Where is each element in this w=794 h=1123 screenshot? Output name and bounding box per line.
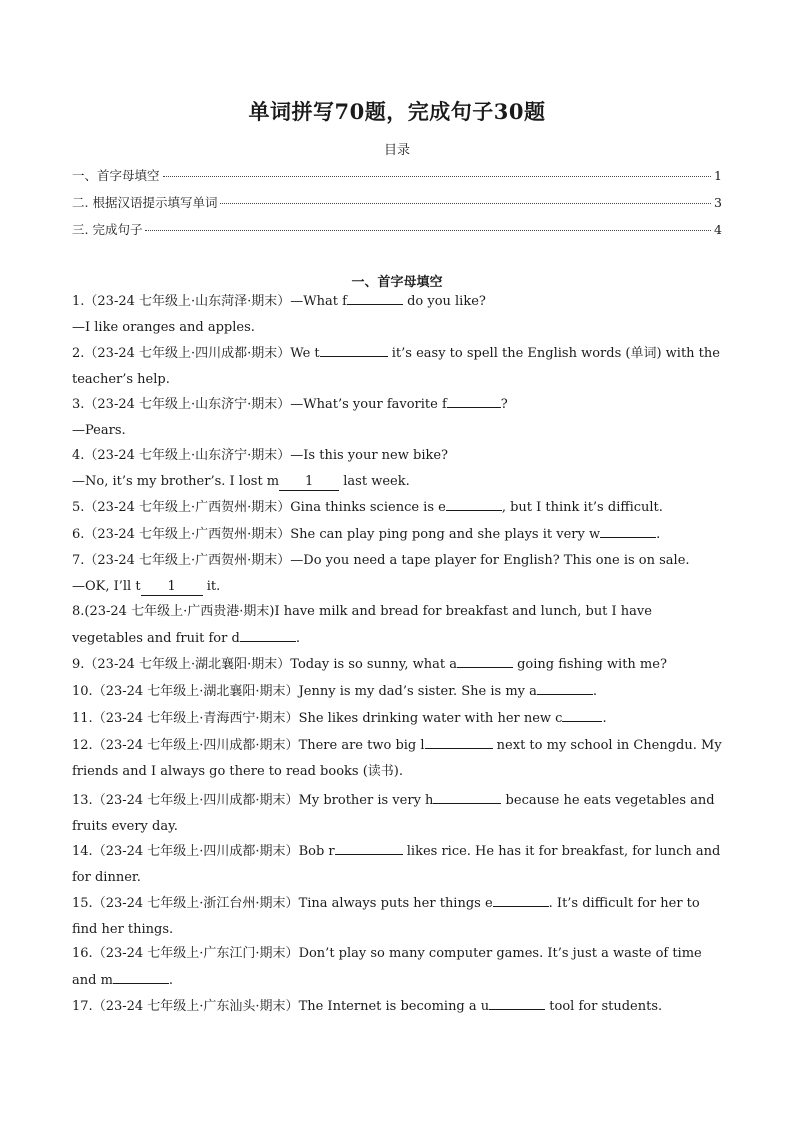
toc-leader [145,230,711,231]
question-1: 1.（23-24 七年级上·山东菏泽·期末）—What f do you like? —I like oranges and apples. [72,288,724,341]
toc-item[interactable] [72,193,722,211]
answer-blank[interactable] [240,625,296,642]
question-11: 11.（23-24 七年级上·青海西宁·期末）She likes drinking water with her new c . [72,705,724,732]
answer-blank[interactable] [457,651,513,668]
answer-blank[interactable] [600,521,656,538]
toc-item-page: 3 [714,195,722,210]
toc-item-page: 1 [714,168,722,183]
answer-blank[interactable] [489,993,545,1010]
toc-item-label: 三. 完成句子 [72,222,143,237]
section-heading: 一、首字母填空 [351,275,443,290]
question-14: 14.（23-24 七年级上·四川成都·期末）Bob r likes rice. He has it for breakfast, for lunch and for dinner. [72,838,724,891]
toc-item-label: 一、首字母填空 [72,168,160,183]
question-2: 2.（23-24 七年级上·四川成都·期末）We t it’s easy to spell the English words (单词) with the teacher’s help. [72,340,724,393]
toc-leader [220,203,711,204]
question-15: 15.（23-24 七年级上·浙江台州·期末）Tina always puts her things e . It’s difficult for her to find her things. [72,890,724,943]
answer-blank[interactable] [113,967,169,984]
question-13: 13.（23-24 七年级上·四川成都·期末）My brother is very h because he eats vegetables and fruits every day. [72,787,724,840]
page-title: 单词拼写70题，完成句子30题 [248,99,546,124]
answer-blank[interactable] [537,678,593,695]
answer-blank[interactable] [425,732,493,749]
toc-item-page: 4 [714,222,722,237]
toc-item-label: 二. 根据汉语提示填写单词 [72,195,218,210]
question-4: 4.（23-24 七年级上·山东济宁·期末）—Is this your new bike? —No, it’s my brother’s. I lost m 1 last week. [72,448,449,489]
question-12: 12.（23-24 七年级上·四川成都·期末）There are two big l next to my school in Chengdu. My friends and I always go there to read books (读书). [72,732,724,785]
answer-blank[interactable] [335,838,403,855]
toc-item[interactable] [72,166,722,184]
answer-blank[interactable] [562,705,602,722]
answer-blank[interactable] [447,391,501,408]
answer-blank[interactable] [347,288,403,305]
question-16: 16.（23-24 七年级上·广东江门·期末）Don’t play so many computer games. It’s just a waste of time and m . [72,946,702,988]
question-10: 10.（23-24 七年级上·湖北襄阳·期末）Jenny is my dad’s sister. She is my a . [72,678,724,705]
question-6: 6.（23-24 七年级上·广西贺州·期末）She can play ping pong and she plays it very w . [72,521,724,548]
answer-blank[interactable] [320,340,388,357]
toc-item[interactable] [72,220,722,238]
question-3: 3.（23-24 七年级上·山东济宁·期末）—What’s your favorite f ? —Pears. [72,391,724,444]
question-7: 7.（23-24 七年级上·广西贺州·期末）—Do you need a tape player for English? This one is on sale. —OK, I’ll t 1 it. [72,553,690,594]
answer-blank[interactable] [446,494,502,511]
answer-blank[interactable]: 1 [141,579,203,596]
toc-heading: 目录 [383,143,410,158]
question-17: 17.（23-24 七年级上·广东汕头·期末）The Internet is becoming a u tool for students. [72,993,724,1020]
answer-blank[interactable] [493,890,549,907]
answer-blank[interactable]: 1 [279,474,339,491]
question-5: 5.（23-24 七年级上·广西贺州·期末）Gina thinks science is e , but I think it’s difficult. [72,494,724,521]
question-8: 8.(23-24 七年级上·广西贵港·期末)I have milk and bread for breakfast and lunch, but I have vegetables and fruit for d . [72,604,652,646]
question-9: 9.（23-24 七年级上·湖北襄阳·期末）Today is so sunny, what a going fishing with me? [72,651,724,678]
toc-leader [163,176,712,177]
answer-blank[interactable] [433,787,501,804]
